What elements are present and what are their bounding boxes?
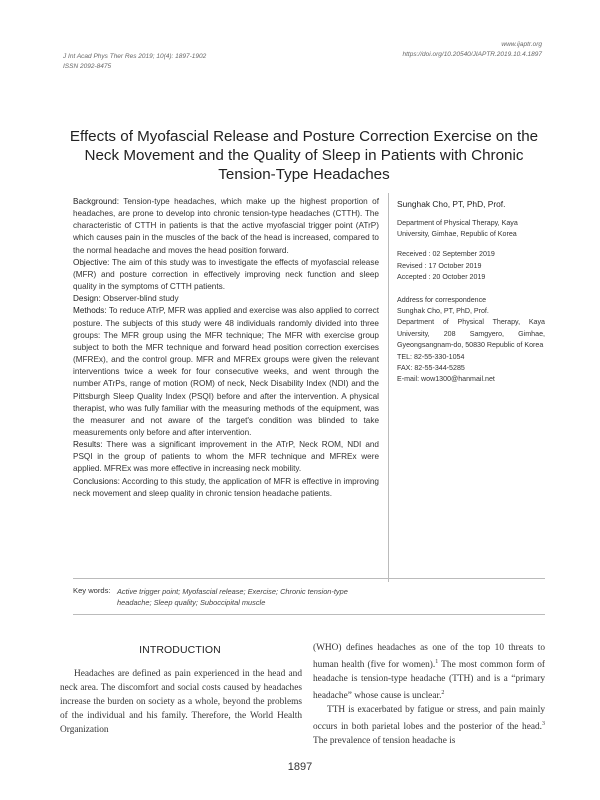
article-dates — [397, 249, 545, 284]
correspondence-heading: Address for correspondence — [397, 295, 487, 304]
abstract-design — [73, 293, 379, 305]
author-affiliation: Department of Physical Therapy, Kaya University, Gimhae, Republic of Korea — [397, 219, 518, 238]
abstract-objective — [73, 257, 379, 293]
intro-paragraph: Headaches are defined as pain experienced in the head and neck area. The discomfort and social costs caused by headaches increase the burden on society as a whole, beyond the problems of the individual and his family. Therefore, the World Health Organization — [60, 669, 302, 735]
intro-text: The prevalence of tension headache is — [313, 736, 456, 747]
objective-text: The aim of this study was to investigate the effects of myofascial release (MFR) and posture correction in effectively improving neck function and sleep quality in the symptoms of CTTH patients. — [73, 257, 379, 292]
journal-links — [403, 40, 543, 60]
correspondence-name: Sunghak Cho, PT, PhD, Prof. — [397, 306, 489, 315]
journal-issn: ISSN 2092-8475 — [63, 63, 112, 70]
keywords-top-rule — [73, 578, 545, 579]
abstract-background — [73, 196, 379, 257]
correspondence-tel: TEL: 82-55-330-1054 — [397, 352, 465, 361]
results-text: There was a significant improvement in the ATrP, Neck ROM, NDI and PSQI in the group of patients to whom the MFR technique and MFREx were applied. MFREx was more effective in increasing neck mobility. — [73, 440, 379, 474]
article-doi[interactable]: https://doi.org/10.20540/JIAPTR.2019.10.4.1897 — [402, 51, 542, 58]
revised-date: Revised : 17 October 2019 — [397, 261, 482, 270]
intro-paragraph — [313, 703, 545, 748]
page-number: 1897 — [287, 761, 313, 773]
journal-citation: J Int Acad Phys Ther Res 2019; 10(4): 1897-1902 — [63, 53, 207, 60]
introduction-heading: INTRODUCTION — [139, 644, 221, 656]
intro-text: The most common form of headache is tension-type headache (TTH) and is a “primary headache” whose cause is unclear. — [313, 660, 546, 702]
article-title: Effects of Myofascial Release and Posture Correction Exercise on the Neck Movement and the Quality of Sleep in Patients with Chronic Tension-Type Headaches — [69, 128, 539, 184]
abstract-methods — [73, 305, 379, 439]
objective-label: Objective: — [73, 257, 110, 267]
intro-column-right — [313, 641, 545, 748]
methods-text: To reduce ATrP, MFR was applied and exercise was also applied to correct posture. The subjects of this study were 48 individuals randomly divided into three groups: The MFR group using the MFR technique; The MFR with exercise group subject to both the MFR technique and forward head position correction exercises (MFREx), and the control group. MFR and MFREx groups were given the relevant interventions twice a week for four consecutive weeks, and went through the number ATrPs, range of motion (ROM) of neck, Neck Disability Index (NDI) and the Pittsburgh Sleep Quality Index (PSQI) before and after the intervention. A physical therapist, who was fully familiar with the measuring methods of the equipment, was the measurer and not aware of the target's condition was blinded to take measurements only before and after intervention. — [73, 306, 379, 437]
intro-paragraph — [313, 641, 545, 703]
correspondence — [397, 295, 545, 386]
correspondence-fax: FAX: 82-55-344-5285 — [397, 363, 465, 372]
citation-ref: 1 — [435, 659, 439, 665]
intro-text: TTH is exacerbated by fatigue or stress, and pain mainly occurs in both parietal lobes and the posterior of the head. — [313, 705, 545, 733]
received-date: Received : 02 September 2019 — [397, 250, 495, 258]
correspondence-address: Department of Physical Therapy, Kaya University, 208 Samgyero, Gimhae, Gyeongsangnam-do, 50830 Republic of Korea — [397, 318, 545, 350]
results-label: Results: — [73, 440, 103, 450]
abstract — [73, 196, 379, 500]
accepted-date: Accepted : 20 October 2019 — [397, 273, 486, 281]
conclusions-text: According to this study, the application of MFR is effective in improving neck movement and sleep quality in chronic tension headache patients. — [73, 476, 379, 498]
background-text: Tension-type headaches, which make up the highest proportion of headaches, are prone to develop into chronic tension-type headaches (CTTH). The characteristic of CTTH in patients is that the active myofascial trigger point (ATrP) which causes pain in the muscles of the back of the head is increased, compared to the normal headache and moves the head position forward. — [73, 197, 379, 255]
keywords-text: Active trigger point; Myofascial release; Exercise; Chronic tension-type headache; Sleep quality; Suboccipital muscle — [117, 587, 348, 608]
citation-ref: 3 — [542, 721, 545, 728]
design-text: Observer-blind study — [100, 294, 179, 304]
column-divider — [388, 193, 389, 582]
citation-ref: 2 — [441, 690, 445, 697]
journal-header — [63, 52, 206, 72]
intro-text: (WHO) defines headaches as one of the top 10 threats to human health (five for women). — [313, 643, 545, 671]
methods-label: Methods: — [73, 306, 107, 316]
author-name: Sunghak Cho, PT, PhD, Prof. — [397, 199, 506, 209]
intro-column-left — [60, 667, 302, 737]
background-label: Background: — [73, 197, 119, 206]
conclusions-label: Conclusions: — [73, 476, 120, 486]
design-label: Design: — [73, 294, 101, 304]
author-panel — [397, 199, 545, 386]
keywords-label: Key words: — [73, 586, 111, 595]
journal-website[interactable]: www.ijaptr.org — [501, 41, 542, 48]
correspondence-email[interactable]: E-mail: wow1300@hanmail.net — [397, 375, 495, 384]
abstract-conclusions — [73, 476, 379, 500]
keywords-bottom-rule — [73, 614, 545, 615]
abstract-results — [73, 439, 379, 475]
